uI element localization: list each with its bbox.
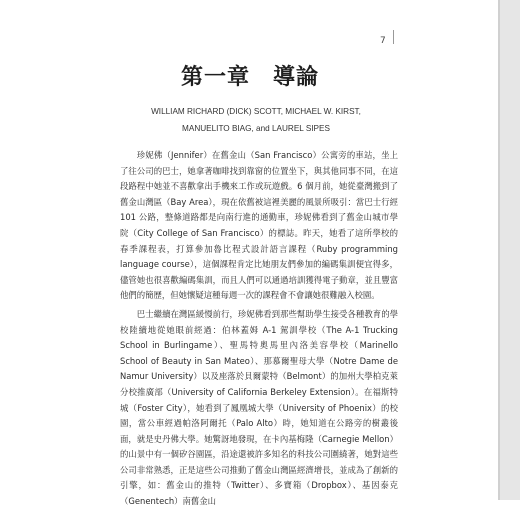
body-text <box>120 148 398 513</box>
paragraph: 珍妮佛（Jennifer）在舊金山（San Francisco）公寓旁的車站，坐上了往公司的巴士，她拿著咖啡找到靠窗的位置坐下，與其他同事不同，在這段路程中她並不喜歡拿出手機來工作或玩遊戲。6 個月前，她從臺灣搬到了舊金山灣區（Bay Area），現在依舊被這裡美麗的風景所吸引：當巴士行經 101 公路，整條道路都是向南行進的通勤車，珍妮佛看到了舊金山城市學院（City College of San Francisco）的標誌。昨天，她看了這所學校的春季課程表，打算參加魯比程式設計語言課程（Ruby programming language course），這個課程肯定比她朋友們參加的編碼集訓便宜得多，儘管她也很喜歡編碼集訓，而且人們可以通過培訓獲得電子動章，並且豐富他們的簡歷，但她懷疑這種每週一次的課程會不會讓她很難融入校園。 <box>120 150 398 301</box>
chapter-authors: WILLIAM RICHARD (DICK) SCOTT, MICHAEL W. KIRST, MANUELITO BIAG, and LAUREL SIPES <box>151 107 361 133</box>
page-edge-tab <box>500 0 520 500</box>
paragraph: 巴士繼續在灣區緩慢前行，珍妮佛看到那些幫助學生接受各種教育的學校陸續地從她眼前經過：伯林蓋姆 A-1 駕訓學校（The A-1 Trucking School in Burlingame）、聖馬特奧馬里內洛美容學校（Marinello School of Beauty in San Mateo）、那慕爾聖母大學（Notre Dame de Namur University）以及座落於貝爾蒙特（Belmont）的加州大學柏克萊分校推廣部（University of California Berkeley Extension）。在福斯特城（Foster City），她看到了鳳凰城大學（University of Phoenix）的校園，當公車經過帕洛阿爾托（Palo Alto）時，她知道在公路旁的樹叢後面，就是史丹佛大學。她驚訝地發現，在卡內基梅隆（Carnegie Mellon）的山景中有一個矽谷園區，沿途還被許多知名的科技公司圍繞著，她對這些公司非常熟悉，正是這些公司推動了舊金山灣區經濟增長，並成為了創新的引擎，如：舊金山的推特（Twitter）、多寶箱（Dropbox）、基因泰克（Genentech）南舊金山 <box>120 308 398 507</box>
page-number: 7 <box>380 36 386 46</box>
chapter-title: 第一章 導論 <box>180 64 319 90</box>
